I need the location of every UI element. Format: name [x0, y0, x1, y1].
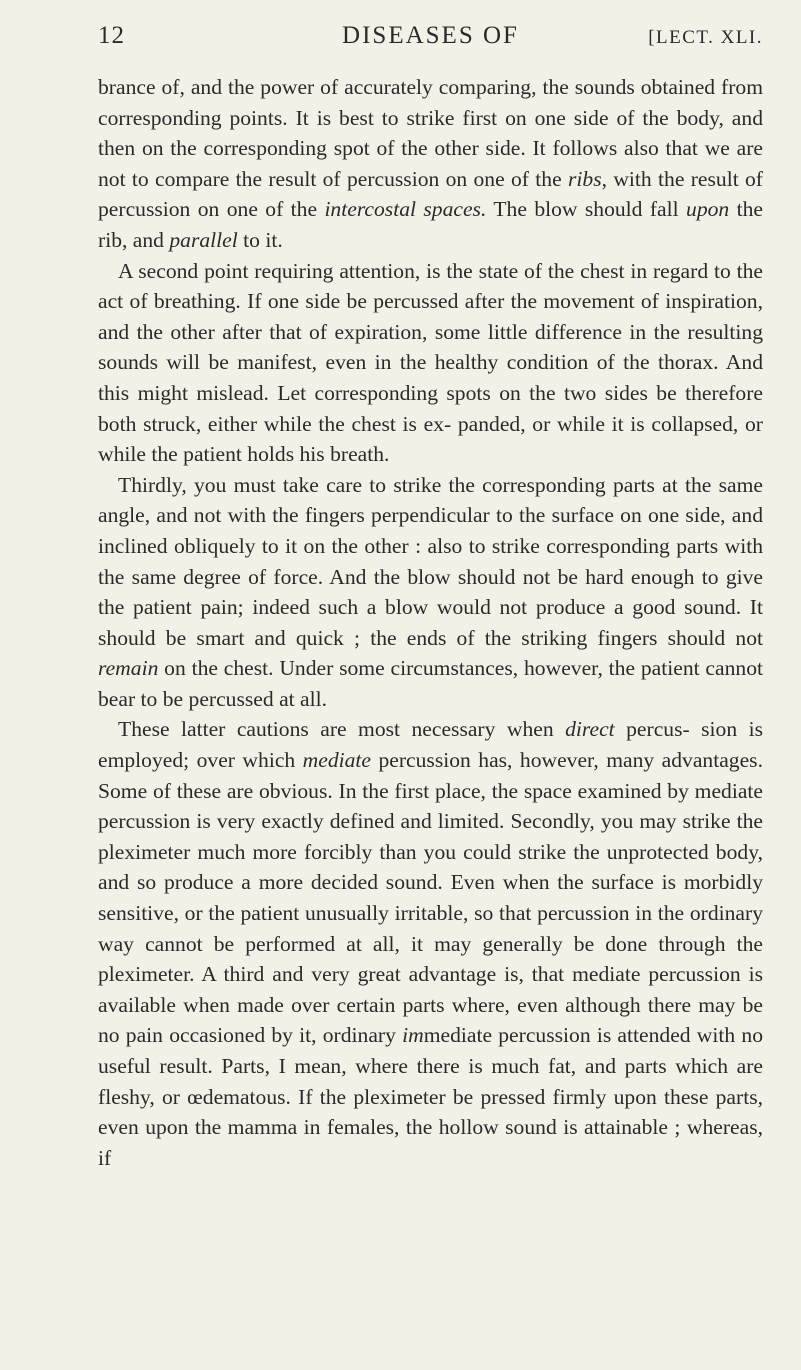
text-run: percussion has, however, many advantages. Some of these are obvious. In the first place, the space examined by mediate percussion is very exactly defined and limited. Secondly, you may strike the pleximeter much more forcibly than you could strike the unprotected body, and so produce a more decided sound. Even when the surface is morbidly sensitive, or the patient unusually irritable, so that percussion in the ordinary way cannot be performed at all, it may generally be done through the pleximeter. A third and very great advantage is, that mediate percussion is available when made over certain parts where, even although there may be no pain occasioned by it, ordinary	[98, 748, 763, 1048]
italic-text: ribs	[568, 166, 602, 191]
text-run: These latter cautions are most necessary when	[118, 717, 566, 742]
text-run: The blow should fall	[486, 197, 687, 222]
italic-text: mediate	[302, 748, 372, 773]
paragraph	[98, 256, 763, 470]
text-run: the rib, and	[98, 197, 763, 252]
text-run: on the chest. Under some circumstances, however, the patient cannot bear to be percussed at all.	[98, 656, 763, 711]
text-run: A second point requiring attention, is the state of the chest in regard to the act of breathing. If one side be percussed after the movement of inspiration, and the other after that of expiration, some little difference in the resulting sounds will be manifest, even in the healthy condition of the thorax. And this might mislead. Let corresponding spots on the two sides be therefore both struck, either while the chest is ex- panded, or while it is collapsed, or while the patient holds his breath.	[98, 258, 763, 467]
text-run: , with the result of percussion on one of the	[98, 166, 763, 222]
italic-text: im	[402, 1023, 424, 1048]
italic-text: remain	[98, 656, 159, 681]
text-run: mediate percussion is attended with no useful result. Parts, I mean, where there is much fat, and parts which are fleshy, or œdematous. If the pleximeter be pressed firmly upon these parts, even upon the mamma in females, the hollow sound is attainable ; whereas, if	[98, 1023, 763, 1170]
text-run: Thirdly, you must take care to strike the corresponding parts at the same angle, and not with the fingers perpendicular to the surface on one side, and inclined obliquely to it on the other : also to strike corresponding parts with the same degree of force. And the blow should not be hard enough to give the patient pain; indeed such a blow would not produce a good sound. It should be smart and quick ; the ends of the striking fingers should not	[98, 472, 763, 650]
running-title: DISEASES OF	[342, 22, 519, 49]
text-run: brance of, and the power of accurately comparing, the sounds obtained from corresponding points. It is best to strike first on one side of the body, and then on the corresponding spot of the other side. It follows also that we are not to compare the result of percussion on one of the	[98, 75, 763, 191]
paragraph	[98, 72, 763, 256]
italic-text: parallel	[169, 227, 238, 252]
paragraph	[98, 714, 763, 1173]
italic-text: upon	[686, 197, 730, 222]
page-number: 12	[98, 22, 125, 49]
text-run: percus- sion is employed; over which	[98, 717, 763, 773]
text-run: to it.	[237, 227, 283, 252]
lecture-number: [LECT. XLI.	[648, 27, 763, 48]
italic-text: direct	[565, 717, 615, 742]
running-head	[98, 22, 763, 62]
body-text	[98, 72, 763, 1173]
italic-text: intercostal spaces.	[324, 197, 487, 222]
paragraph	[98, 470, 763, 715]
